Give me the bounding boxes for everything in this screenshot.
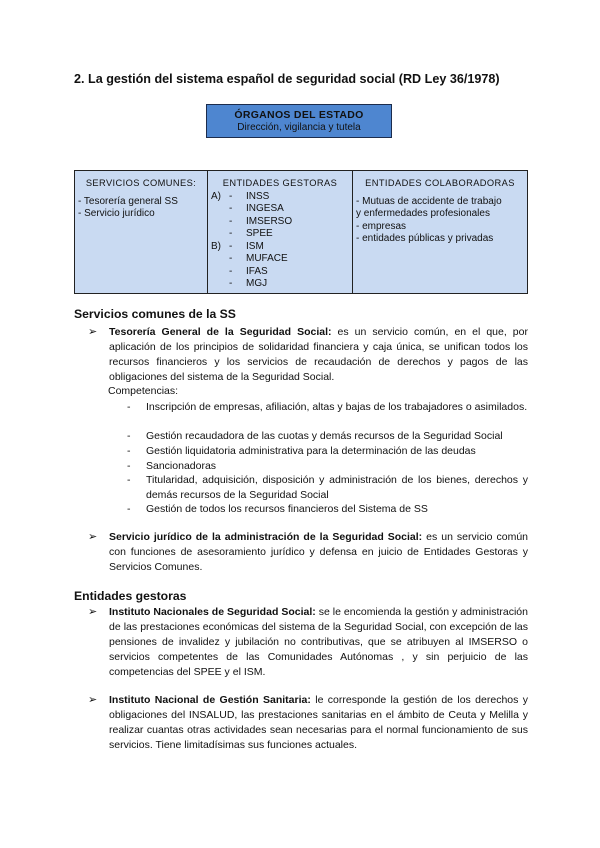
bullet-term: Servicio jurídico de la administración de la Seguridad Social: (109, 531, 423, 543)
bullet-term: Instituto Nacionales de Seguridad Social: (109, 606, 316, 618)
competencias-label: Competencias: (108, 385, 179, 397)
gestora-row: - SPEE (229, 228, 273, 239)
bullet-term: Tesorería General de la Seguridad Social: (109, 326, 332, 338)
bullet-term: Instituto Nacional de Gestión Sanitaria: (109, 694, 311, 706)
bullet-servicio-juridico (88, 530, 528, 575)
bullet-text: le corresponde la gestión de los derechos y obligaciones del INSALUD, las prestaciones sanitarias en el ámbito de Ceuta y Melilla y realizar cuantas otras actividades sean necesarias para el normal funcionamiento de sus servicios. Tiene limitadísimas sus funciones actuales. (109, 694, 528, 751)
entidades-gestoras-cell (208, 171, 353, 294)
servicios-header: SERVICIOS COMUNES: (85, 178, 197, 188)
gestora-row: - MGJ (229, 278, 268, 289)
competencia-item: - Gestión recaudadora de las cuotas y demás recursos de la Seguridad Social (127, 430, 503, 442)
colaboradoras-item: y enfermedades profesionales (356, 208, 490, 219)
gestora-row: - INGESA (229, 203, 284, 214)
section-title-gestoras: Entidades gestoras (74, 589, 187, 603)
competencia-item: - Gestión de todos los recursos financieros del Sistema de SS (127, 503, 428, 515)
colaboradoras-header: ENTIDADES COLABORADORAS (365, 178, 515, 188)
gestoras-header: ENTIDADES GESTORAS (222, 178, 338, 188)
gestora-row: A) - INSS (211, 190, 270, 202)
competencia-item: - Inscripción de empresas, afiliación, altas y bajas de los trabajadores o asimilados. (127, 401, 528, 413)
arrow-bullet-icon: ➢ (88, 606, 98, 618)
competencia-item: - Gestión liquidatoria administrativa para la determinación de las deudas (127, 445, 476, 457)
gestora-row: - IMSERSO (229, 215, 293, 227)
gestora-row: - MUFACE (229, 253, 288, 264)
bullet-text: es un servicio común, en el que, por aplicación de los principios de solidaridad financiera y caja única, se unifican todos los recursos financieros y los servicios de recaudación de derechos y pagos de las obligaciones del sistema de la Seguridad Social. (109, 326, 528, 383)
page-heading: 2. La gestión del sistema español de seguridad social (RD Ley 36/1978) (74, 72, 500, 86)
bullet-ingesa (88, 693, 528, 753)
gestora-row: B) - ISM (211, 240, 264, 252)
gestora-row: - IFAS (229, 265, 268, 277)
servicios-item: - Tesorería general SS (78, 195, 178, 207)
organos-subtitle: Dirección, vigilancia y tutela (237, 122, 361, 133)
colaboradoras-item: - Mutuas de accidente de trabajo (356, 195, 502, 207)
section-title-servicios: Servicios comunes de la SS (74, 307, 236, 321)
colaboradoras-item: - empresas (356, 220, 407, 232)
organos-del-estado-box (206, 104, 392, 138)
bullet-tesoreria (88, 325, 528, 385)
arrow-bullet-icon: ➢ (88, 694, 98, 706)
entidades-colaboradoras-cell (353, 171, 528, 294)
bullet-text: es un servicio común con funciones de asesoramiento jurídico y defensa en juicio de Entidades Gestoras y Servicios Comunes. (109, 531, 529, 573)
arrow-bullet-icon: ➢ (88, 531, 98, 543)
colaboradoras-item: - entidades públicas y privadas (356, 233, 494, 244)
entities-table (74, 170, 528, 294)
bullet-text: se le encomienda la gestión y administración de las prestaciones económicas del sistema de la Seguridad Social, con excepción de las pensiones de invalidez y jubilación no contributivas, que se atribuyen al IMSERSO o servicios competentes de las Comunidades Autónomas , y sin perjuicio de las competencias del SPEE y el ISM. (109, 606, 528, 678)
arrow-bullet-icon: ➢ (88, 326, 98, 338)
organos-title: ÓRGANOS DEL ESTADO (234, 109, 364, 121)
bullet-inss (88, 605, 528, 680)
servicios-comunes-cell (75, 171, 208, 294)
competencia-item: - Titularidad, adquisición, disposición y administración de los bienes, derechos y demás recursos de la Seguridad Social (127, 474, 528, 501)
competencia-item: - Sancionadoras (127, 460, 217, 472)
servicios-item: - Servicio jurídico (78, 208, 155, 219)
